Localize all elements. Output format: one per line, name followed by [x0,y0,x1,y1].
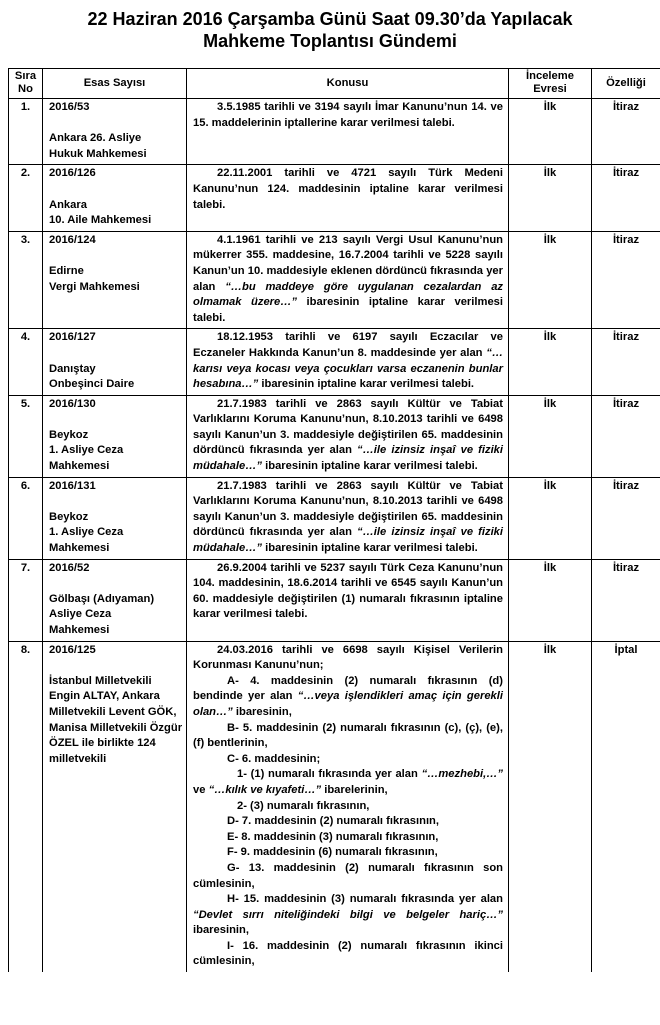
table-row [9,231,660,329]
inceleme-cell: İlk [509,641,592,972]
esas-number: 2016/124 [49,233,96,246]
konu-cell: 18.12.1953 tarihli ve 6197 sayılı Eczacılar ve Eczaneler Hakkında Kanun’un 8. maddesinde yer alan “…karısı veya kocası veya çocukları varsa eczanenin bunlar hesabına…” ibaresinin iptaline karar verilmesi talebi. [187,329,509,395]
court-name: 10. Aile Mahkemesi [49,214,152,227]
table-header-row [9,69,660,99]
page-title-line2: Mahkeme Toplantısı Gündemi [203,31,457,51]
agenda-table [8,68,660,972]
konu-cell: 24.03.2016 tarihli ve 6698 sayılı Kişisel Verilerin Korunması Kanunu’nun; A- 4. maddesinin (2) numaralı fıkrasının (d) bendinde yer alan “…veya işlendikleri amaç için gerekli olan…” ibaresinin, B- 5. maddesinin (2) numaralı fıkrasının (c), (ç), (e), (f) bentlerinin, C- 6. maddesinin; 1- (1) numaralı fıkrasında yer alan “…mezhebi,…” ve “…kılık ve kıyafeti…” ibarelerinin, 2- (3) numaralı fıkrasının, D- 7. maddesinin (2) numaralı fıkrasının, E- 8. maddesinin (3) numaralı fıkrasının, F- 9. maddesinin (6) numaralı fıkrasının, G- 13. maddesinin (2) numaralı fıkrasının son cümlesinin, H- 15. maddesinin (3) numaralı fıkrasında yer alan “Devlet sırrı niteliğindeki bilgi ve belgeler hariç…” ibaresinin, I- 16. maddesinin (2) numaralı fıkrasının ikinci cümlesinin, [187,641,509,972]
konu-cell: 3.5.1985 tarihli ve 3194 sayılı İmar Kanunu’nun 14. ve 15. maddelerinin iptallerine karar verilmesi talebi. [187,99,509,165]
ozellik-cell: İtiraz [592,231,660,329]
konu-cell: 4.1.1961 tarihli ve 213 sayılı Vergi Usul Kanunu’nun mükerrer 355. maddesine, 16.7.2004 tarihli ve 5228 sayılı Kanun’un 10. maddesiyle eklenen dördüncü fıkrasında yer alan “…bu maddeye göre uygulanan cezalardan az olmamak üzere…” ibaresinin iptaline karar verilmesi talebi. [187,231,509,329]
row-number: 7. [9,559,43,641]
quoted-phrase: “…ile izinsiz inşaî ve fiziki müdahale…” [193,526,504,555]
court-name: Mahkemesi [49,460,110,473]
court-name: Ankara 26. Asliye [49,132,142,145]
row-number: 3. [9,231,43,329]
esas-number: 2016/127 [49,331,96,344]
quoted-phrase: “…kılık ve kıyafeti…” [208,783,322,796]
inceleme-cell: İlk [509,477,592,559]
court-name: Asliye Ceza [49,608,112,621]
table-row [9,477,660,559]
inceleme-cell: İlk [509,165,592,231]
court-name: Edirne [49,264,84,277]
quoted-phrase: “…veya işlendikleri amaç için gerekli olan…” [193,690,503,718]
row-number: 8. [9,641,43,972]
court-name: Vergi Mahkemesi [49,280,140,293]
esas-cell [43,641,187,972]
esas-number: 2016/125 [49,643,96,656]
court-name: Mahkemesi [49,624,110,636]
ozellik-cell: İtiraz [592,395,660,477]
row-number: 5. [9,395,43,477]
court-name: Gölbaşı (Adıyaman) [49,592,155,605]
header-ozelligi: Özelliği [592,69,660,99]
konu-cell: 21.7.1983 tarihli ve 2863 sayılı Kültür ve Tabiat Varlıklarını Koruma Kanunu’nun, 8.10.2013 tarihli ve 6498 sayılı Kanun’un 3. maddesiyle değiştirilen 65. maddesinin dördüncü fıkrasında yer alan “…ile izinsiz inşaî ve fiziki müdahale…” ibaresinin iptaline karar verilmesi talebi. [187,395,509,477]
page-title [0,8,660,52]
esas-cell [43,165,187,231]
esas-cell [43,329,187,395]
esas-number: 2016/130 [49,397,96,410]
quoted-phrase: “…karısı veya kocası veya çocukları varsa eczanenin bunlar hesabına…” [193,346,503,391]
header-konusu: Konusu [187,69,509,99]
konu-cell: 26.9.2004 tarihli ve 5237 sayılı Türk Ceza Kanunu’nun 104. maddesinin, 18.6.2014 tarihli ve 6545 sayılı Kanun’un 60. maddesiyle değiştirilen (1) numaralı fıkrasının iptaline karar verilmesi talebi. [187,559,509,641]
konu-cell: 22.11.2001 tarihli ve 4721 sayılı Türk Medeni Kanunu’nun 124. maddesinin iptaline karar verilmesi talebi. [187,165,509,231]
inceleme-cell: İlk [509,329,592,395]
esas-number: 2016/126 [49,167,96,180]
court-name: 1. Asliye Ceza [49,526,124,539]
table-row [9,641,660,972]
esas-number: 2016/131 [49,479,96,492]
row-number: 6. [9,477,43,559]
inceleme-cell: İlk [509,99,592,165]
court-name: Danıştay [49,362,96,375]
applicant-names: İstanbul Milletvekili Engin ALTAY, Ankara Milletvekili Levent GÖK, Manisa Milletvekili Özgür ÖZEL ile birlikte 124 milletvekili [49,674,183,765]
esas-cell [43,395,187,477]
inceleme-cell: İlk [509,559,592,641]
ozellik-cell: İtiraz [592,559,660,641]
row-number: 4. [9,329,43,395]
court-name: Hukuk Mahkemesi [49,147,147,160]
ozellik-cell: İtiraz [592,329,660,395]
header-sira-no: Sıra No [9,69,43,99]
table-row [9,329,660,395]
ozellik-cell: İtiraz [592,165,660,231]
esas-cell [43,559,187,641]
esas-cell [43,99,187,165]
quoted-phrase: “…bu maddeye göre uygulanan cezalardan az olmamak üzere…” [193,280,504,309]
quoted-phrase: “Devlet sırrı niteliğindeki bilgi ve belgeler hariç…” [193,908,503,921]
court-name: Beykoz [49,510,89,523]
court-name: Onbeşinci Daire [49,378,135,391]
court-name: Beykoz [49,428,89,441]
header-inceleme-evresi: İnceleme Evresi [509,69,592,99]
row-number: 2. [9,165,43,231]
esas-number: 2016/53 [49,101,90,113]
court-name: Ankara [49,198,87,211]
header-esas-sayisi: Esas Sayısı [43,69,187,99]
row-number: 1. [9,99,43,165]
table-row [9,559,660,641]
quoted-phrase: “…mezhebi,…” [421,768,503,781]
ozellik-cell: İtiraz [592,99,660,165]
esas-cell [43,231,187,329]
page-title-line1: 22 Haziran 2016 Çarşamba Günü Saat 09.30’da Yapılacak [87,9,573,29]
ozellik-cell: İtiraz [592,477,660,559]
esas-number: 2016/52 [49,561,90,574]
inceleme-cell: İlk [509,395,592,477]
quoted-phrase: “…ile izinsiz inşaî ve fiziki müdahale…” [193,444,504,473]
table-row [9,395,660,477]
table-row [9,165,660,231]
inceleme-cell: İlk [509,231,592,329]
table-row [9,99,660,165]
esas-cell [43,477,187,559]
konu-cell: 21.7.1983 tarihli ve 2863 sayılı Kültür ve Tabiat Varlıklarını Koruma Kanunu’nun, 8.10.2013 tarihli ve 6498 sayılı Kanun’un 3. maddesiyle değiştirilen 65. maddesinin dördüncü fıkrasında yer alan “…ile izinsiz inşaî ve fiziki müdahale…” ibaresinin iptaline karar verilmesi talebi. [187,477,509,559]
court-name: Mahkemesi [49,542,110,555]
ozellik-cell: İptal [592,641,660,972]
court-name: 1. Asliye Ceza [49,444,124,457]
